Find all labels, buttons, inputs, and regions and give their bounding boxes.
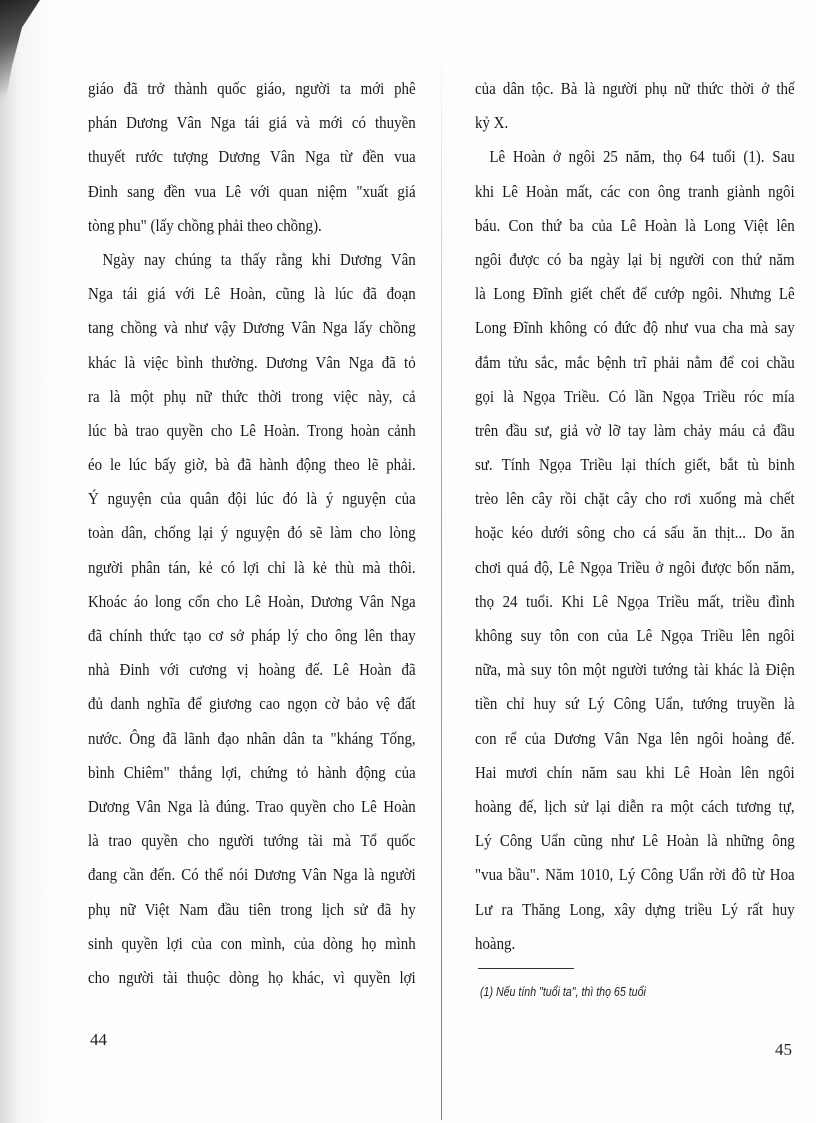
text-line: thuyết rước tượng Dương Vân Nga từ đền vua — [88, 147, 416, 167]
text-line: con rể của Dương Vân Nga lên ngôi hoàng đế. — [475, 728, 795, 748]
text-line: Hai mươi chín năm sau khi Lê Hoàn lên ngôi — [475, 762, 795, 782]
text-line: Lý Công Uẩn cũng như Lê Hoàn là những ông — [475, 831, 795, 851]
text-line: đắm tửu sắc, mắc bệnh trĩ phải nằm để coi chầu — [475, 352, 795, 372]
text-line: nước. Ông đã lãnh đạo nhân dân ta "kháng Tống, — [88, 728, 416, 748]
text-line: là trao quyền cho người tướng tài mà Tổ quốc — [88, 831, 416, 851]
text-line: giáo đã trở thành quốc giáo, người ta mới phê — [88, 79, 416, 98]
book-gutter — [441, 40, 442, 1120]
text-line: nhà Đinh với cương vị hoàng đế. Lê Hoàn đã — [88, 660, 416, 680]
text-line: Lê Hoàn ở ngôi 25 năm, thọ 64 tuổi (1). Sau — [489, 147, 795, 167]
text-line: sư. Tính Ngọa Triều lại thích giết, bắt tù binh — [475, 455, 795, 475]
text-line: Long Đĩnh không có đức độ như vua cha mà say — [475, 318, 795, 338]
text-line: Ngày nay chúng ta thấy rằng khi Dương Vân — [102, 249, 416, 269]
footnote-rule — [478, 968, 574, 969]
text-line: hoàng. — [475, 933, 516, 953]
text-line: ngôi được có ba ngày lại bị người con thứ năm — [475, 249, 795, 269]
text-line: tiền chỉ huy sứ Lý Công Uẩn, tướng truyền là — [475, 694, 795, 714]
text-line: Nga tái giá với Lê Hoàn, cũng là lúc đã đoạn — [88, 284, 416, 304]
text-line: phụ nữ Việt Nam đầu tiên trong lịch sử đã hy — [88, 899, 416, 919]
page-number-right: 45 — [775, 1040, 792, 1059]
text-line: nữa, mà suy tôn một người tướng tài khác là Điện — [475, 660, 795, 680]
text-line: Đinh sang đền vua Lê với quan niệm "xuất giá — [88, 181, 416, 201]
right-page-text — [475, 72, 795, 961]
text-line: người phân tán, kẻ có lợi chỉ là kẻ thù mà thôi. — [88, 557, 416, 577]
text-line: Ý nguyện của quân đội lúc đó là ý nguyện của — [88, 489, 416, 509]
text-line: Dương Vân Nga là đúng. Trao quyền cho Lê Hoàn — [88, 796, 416, 816]
text-line: của dân tộc. Bà là người phụ nữ thức thời ở thế — [475, 79, 795, 98]
text-line: khi Lê Hoàn mất, các con ông tranh giành ngôi — [475, 181, 795, 201]
text-line: chơi quá độ, Lê Ngọa Triều ở ngôi được bốn năm, — [475, 557, 795, 577]
footnote: (1) Nếu tính "tuổi ta", thì thọ 65 tuổi — [480, 985, 646, 999]
text-line: cho người tài thuộc dòng họ khác, vì quyền lợi — [88, 967, 416, 987]
text-line: Khoác áo long cổn cho Lê Hoàn, Dương Vân Nga — [88, 591, 416, 611]
left-page-text — [88, 72, 416, 995]
text-line: bình Chiêm" thắng lợi, chứng tỏ hành động của — [88, 762, 416, 782]
text-line: đủ danh nghĩa để giương cao ngọn cờ bảo vệ đất — [88, 694, 416, 714]
text-line: trên đầu sư, giả vờ lỡ tay làm chảy máu cả đầu — [475, 420, 795, 440]
text-line: tang chồng và như vậy Dương Vân Nga lấy chồng — [88, 318, 416, 338]
text-line: tòng phu" (lấy chồng phải theo chồng). — [88, 215, 322, 235]
text-line: lúc bà trao quyền cho Lê Hoàn. Trong hoàn cảnh — [88, 420, 416, 440]
text-line: Lư ra Thăng Long, xây dựng triều Lý rất huy — [475, 899, 795, 919]
text-line: không suy tôn con của Lê Ngọa Triều lên ngôi — [475, 626, 795, 645]
text-line: trèo lên cây rồi chặt cây cho rơi xuống mà chết — [475, 489, 795, 509]
text-line: "vua bầu". Năm 1010, Lý Công Uẩn rời đô từ Hoa — [475, 865, 795, 885]
text-line: báu. Con thứ ba của Lê Hoàn là Long Việt lên — [475, 215, 795, 235]
text-line: hoàng đế, lịch sử lại diễn ra một cách tương tự, — [475, 796, 795, 816]
text-line: phán Dương Vân Nga tái giá và mới có thuyền — [88, 113, 416, 133]
text-line: gọi là Ngọa Triều. Có lần Ngọa Triều róc mía — [475, 386, 795, 406]
text-line: ra là một phụ nữ thức thời trong việc này, cả — [88, 386, 416, 406]
text-line: sinh quyền lợi của con mình, của dòng họ mình — [88, 933, 416, 953]
text-line: hoặc kéo dưới sông cho cá sấu ăn thịt... Do ăn — [475, 523, 795, 543]
text-line: kỷ X. — [475, 113, 509, 133]
text-line: toàn dân, chống lại ý nguyện đó sẽ làm cho lòng — [88, 523, 416, 543]
page-number-left: 44 — [90, 1030, 107, 1049]
page-edge-shadow — [0, 0, 52, 1123]
text-line: đang cần đến. Có thể nói Dương Vân Nga là người — [88, 865, 416, 885]
text-line: đã chính thức tạo cơ sở pháp lý cho ông lên thay — [88, 626, 416, 645]
text-line: éo le lúc bấy giờ, bà đã hành động theo lẽ phải. — [88, 455, 416, 475]
text-line: thọ 24 tuổi. Khi Lê Ngọa Triều mất, triều đình — [475, 591, 795, 611]
text-line: khác là việc bình thường. Dương Vân Nga đã tỏ — [88, 352, 416, 372]
text-line: là Long Đĩnh giết chết để cướp ngôi. Nhưng Lê — [475, 284, 795, 304]
